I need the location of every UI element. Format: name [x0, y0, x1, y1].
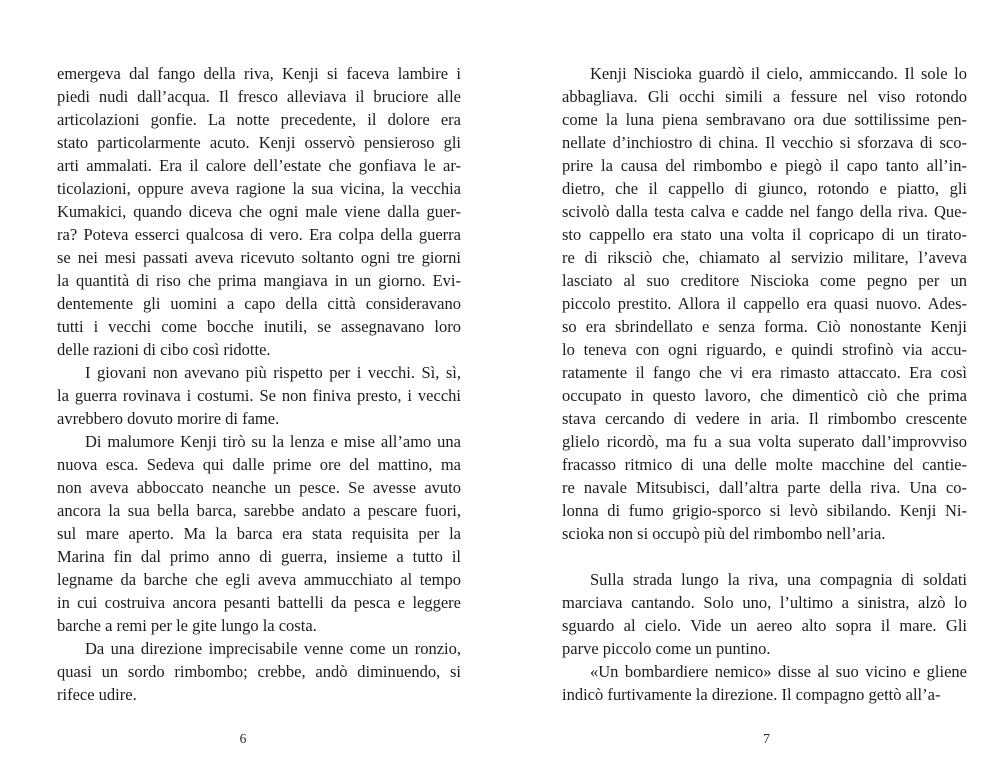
text-line: emergeva dal fango della riva, Kenji si faceva lambire i	[57, 64, 461, 83]
text-line: «Un bombardiere nemico» disse al suo vicino e gliene	[590, 662, 967, 681]
page-right-text	[562, 62, 967, 706]
scene-break-space	[562, 545, 967, 568]
text-line: lasciato al suo creditore Niscioka come pegno per un	[562, 271, 967, 290]
text-line: legname da barche che egli aveva ammucchiato al tempo	[57, 570, 461, 589]
text-line: ticolazioni, oppure aveva ragione la sua vicina, la vecchia	[57, 179, 461, 198]
text-line: stato particolarmente acuto. Kenji osservò pensieroso gli	[57, 133, 461, 152]
text-line: marciava cantando. Solo uno, l’ultimo a sinistra, alzò lo	[562, 593, 967, 612]
text-line: Kumakici, quando diceva che ogni male viene dalla guer-	[57, 202, 461, 221]
text-line: arti ammalati. Era il calore dell’estate che gonfiava le ar-	[57, 156, 461, 175]
text-line: la quantità di riso che prima mangiava in un giorno. Evi-	[57, 271, 461, 290]
text-line: ra? Poteva esserci qualcosa di vero. Era colpa della guerra	[57, 225, 461, 244]
text-line: piedi nudi dall’acqua. Il fresco alleviava il bruciore alle	[57, 87, 461, 106]
text-line: se nei mesi passati aveva ricevuto soltanto ogni tre giorni	[57, 248, 461, 267]
text-line: barche a remi per le gite lungo la costa.	[57, 616, 317, 635]
text-line: I giovani non avevano più rispetto per i vecchi. Sì, sì,	[85, 363, 461, 382]
text-line: avrebbero dovuto morire di fame.	[57, 409, 280, 428]
text-line: scivolò dalla testa calva e cadde nel fango della riva. Que-	[562, 202, 967, 221]
text-line: ratamente il fango che vi era rimasto attaccato. Era così	[562, 363, 967, 382]
text-line: prire la causa del rimbombo e piegò il capo tanto all’in-	[562, 156, 967, 175]
page-left	[57, 62, 461, 750]
page-left-text	[57, 62, 461, 706]
text-line: scioka non si occupò più del rimbombo nell’aria.	[562, 524, 886, 543]
text-line: Di malumore Kenji tirò su la lenza e mise all’amo una	[85, 432, 461, 451]
text-line: Kenji Niscioka guardò il cielo, ammiccando. Il sole lo	[590, 64, 967, 83]
text-line: indicò furtivamente la direzione. Il compagno gettò all’a-	[562, 685, 941, 704]
text-line: dentemente gli uomini a capo della città consideravano	[57, 294, 461, 313]
page-number-left: 6	[239, 731, 247, 746]
text-line: articolazioni gonfie. La notte precedente, il dolore era	[57, 110, 461, 129]
text-line: piccolo prestito. Allora il cappello era quasi nuovo. Ades-	[562, 294, 967, 313]
text-line: Da una direzione imprecisabile venne come un ronzio,	[85, 639, 461, 658]
text-line: sul mare aperto. Ma la barca era stata requisita per la	[57, 524, 461, 543]
text-line: Sulla strada lungo la riva, una compagnia di soldati	[590, 570, 967, 589]
text-line: nellate d’inchiostro di china. Il vecchio si sforzava di sco-	[562, 133, 967, 152]
text-line: Marina fin dal primo anno di guerra, insieme a tutto il	[57, 547, 461, 566]
text-line: fracasso ritmico di una delle molte macchine del cantie-	[562, 455, 967, 474]
page-number-right: 7	[763, 731, 770, 746]
text-line: sguardo al cielo. Vide un aereo alto sopra il mare. Gli	[562, 616, 967, 635]
text-line: occupato in questo lavoro, che dimenticò ciò che prima	[562, 386, 967, 405]
text-line: come la luna piena sembravano ora due sottilissime pen-	[562, 110, 967, 129]
text-line: rifece udire.	[57, 685, 137, 704]
text-line: ancora la sua bella barca, sarebbe andato a pescare fuori,	[57, 501, 461, 520]
text-line: la guerra rovinava i costumi. Se non finiva presto, i vecchi	[57, 386, 461, 405]
text-line: quasi un sordo rimbombo; crebbe, andò diminuendo, si	[57, 662, 461, 681]
text-line: lonna di fumo grigio-sporco si levò sibilando. Kenji Ni-	[562, 501, 967, 520]
text-line: in cui costruiva ancora pesanti battelli da pesca e leggere	[57, 593, 461, 612]
text-line: abbagliava. Gli occhi simili a fessure nel viso rotondo	[562, 87, 967, 106]
text-line: non aveva abboccato neanche un pesce. Se avesse avuto	[57, 478, 461, 497]
text-line: delle razioni di cibo così ridotte.	[57, 340, 271, 359]
text-line: so era sbrindellato e senza forma. Ciò nonostante Kenji	[562, 317, 967, 336]
text-line: re di riksciò che, chiamato al servizio militare, l’aveva	[562, 248, 967, 267]
text-line: tutti i vecchi come bocche inutili, se assegnavano loro	[57, 317, 461, 336]
text-line: stava cercando di vedere in aria. Il rimbombo crescente	[562, 409, 967, 428]
text-line: re navale Mitsubisci, dall’altra parte della riva. Una co-	[562, 478, 967, 497]
text-line: lo teneva con ogni riguardo, e quindi strofinò via accu-	[562, 340, 967, 359]
text-line: dietro, che il cappello di giunco, rotondo e piatto, gli	[562, 179, 967, 198]
text-line: glielo ricordò, ma fu a sua volta superato dall’improvviso	[562, 432, 967, 451]
text-line: nuova esca. Sedeva qui dalle prime ore del mattino, ma	[57, 455, 461, 474]
text-line: sto cappello era stato una volta il copricapo di un tirato-	[562, 225, 967, 244]
page-right	[562, 62, 967, 750]
text-line: parve piccolo come un puntino.	[562, 639, 771, 658]
